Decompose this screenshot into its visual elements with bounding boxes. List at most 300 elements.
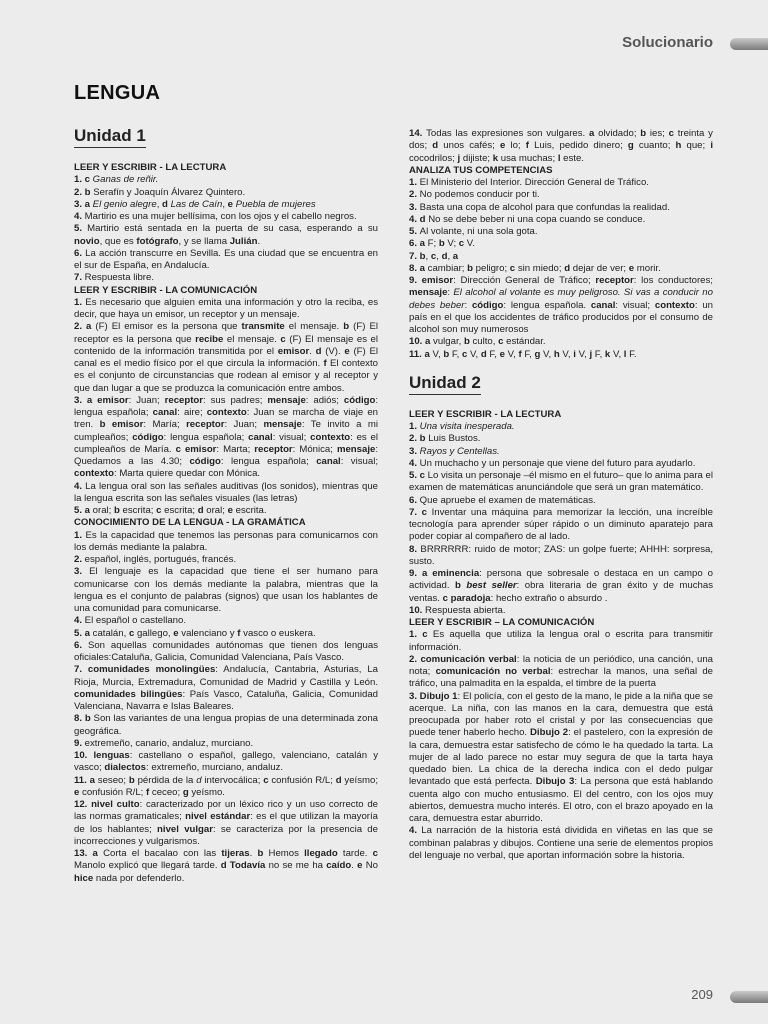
text-run: escrita.: [235, 505, 267, 516]
text-run: 4.: [74, 480, 86, 492]
text-run: : La persona que está hablando cuenta algo con mucho entusiasmo. El del centro, con los ojos muy abiertos, demuestra mucho interés. El otro, con el brazo apoyado en la cara, demuestra estar aburrido.: [409, 776, 713, 824]
text-run: tijeras: [221, 848, 250, 859]
text-run: 8.: [409, 543, 421, 555]
text-run: Las de Caín: [170, 198, 223, 210]
header-tab-decoration: [730, 38, 768, 50]
answer-paragraph: [409, 446, 713, 458]
text-run: c: [263, 774, 272, 786]
text-run: dejar de ver;: [572, 262, 629, 274]
text-run: : castellano o español, gallego, valenciano, catalán y vasco;: [74, 750, 378, 774]
text-run: catalán,: [92, 627, 129, 639]
text-run: : visual;: [272, 431, 311, 443]
text-run: F;: [427, 238, 439, 250]
text-run: extremeño, canario, andaluz, murciano.: [84, 737, 254, 749]
text-run: c: [128, 627, 137, 639]
text-run: 1.: [74, 296, 86, 308]
text-run: 3. a emisor: [74, 394, 129, 406]
text-run: 3. a: [74, 198, 93, 210]
answer-paragraph: [409, 336, 713, 348]
text-run: Son aquellas comunidades autónomas que tienen dos lenguas oficiales:Cataluña, Galicia, Comunidad Valenciana, País Vasco.: [74, 639, 378, 663]
answer-paragraph: [409, 421, 713, 433]
text-run: (V).: [325, 345, 345, 357]
text-run: a: [588, 128, 599, 139]
header-label: Solucionario: [622, 34, 713, 51]
text-run: 6.: [74, 247, 86, 259]
text-run: d Todavía: [220, 860, 266, 872]
text-run: gallego,: [136, 627, 174, 639]
text-run: contexto: [310, 431, 351, 443]
text-run: : caracterizado por un léxico rico y un uso correcto de las normas gramaticales;: [74, 799, 378, 823]
answer-paragraph: [409, 458, 713, 470]
section-heading: LEER Y ESCRIBIR - LA LECTURA: [409, 408, 562, 420]
text-run: d: [196, 774, 202, 786]
text-run: :: [447, 287, 454, 299]
right-column: [409, 128, 713, 862]
section-heading: LEER Y ESCRIBIR - LA COMUNICACIÓN: [74, 284, 258, 296]
text-run: 12. nivel culto: [74, 799, 140, 810]
text-run: 2.: [74, 554, 85, 565]
text-run: b emisor: [99, 419, 144, 431]
text-run: d: [315, 345, 326, 357]
text-run: .: [257, 235, 261, 247]
text-run: b: [257, 848, 269, 859]
text-run: : persona que sobresale o destaca en un campo o actividad.: [409, 568, 714, 592]
answer-paragraph: [74, 775, 378, 800]
text-run: receptor: [164, 394, 204, 406]
text-run: b: [343, 321, 354, 333]
text-run: d: [441, 250, 448, 262]
text-run: 2. b: [74, 186, 94, 198]
text-run: e: [499, 348, 508, 360]
text-run: receptor: [186, 419, 225, 431]
text-run: best seller: [466, 580, 517, 592]
text-run: 3.: [74, 566, 90, 578]
answer-paragraph: [409, 495, 713, 507]
text-run: : Marta;: [216, 443, 255, 455]
text-run: k: [492, 152, 501, 164]
text-run: 9.: [74, 737, 85, 749]
text-run: : estrechar la manos, una señal de tráfico, una palmadita en la espalda, el timbre de la puerta: [409, 666, 713, 690]
text-run: yeísmo;: [344, 774, 378, 786]
text-run: El Ministerio del Interior. Dirección General de Tráfico.: [419, 177, 649, 188]
text-run: olvidado;: [598, 128, 641, 139]
text-run: estándar.: [506, 336, 546, 348]
text-run: b: [128, 774, 138, 786]
text-run: : sus padres;: [203, 394, 268, 406]
section-heading: LEER Y ESCRIBIR - LA LECTURA: [74, 162, 227, 173]
text-run: : es el cumpleaños de María.: [74, 431, 378, 455]
answer-paragraph: [74, 566, 378, 615]
text-run: 6. a: [409, 238, 428, 250]
text-run: emisor: [277, 345, 310, 357]
text-run: (F) El emisor es la persona que: [95, 321, 242, 333]
text-run: canal: [248, 431, 273, 443]
text-run: : Marta quiere quedar con Mónica.: [113, 468, 261, 480]
text-run: 5. a: [74, 505, 93, 516]
answer-paragraph: [409, 238, 713, 250]
text-run: ceceo;: [151, 786, 183, 798]
text-run: 6.: [409, 494, 420, 506]
text-run: 10. lenguas: [74, 750, 130, 761]
text-run: F,: [524, 348, 535, 360]
text-run: : hecho extraño o absurdo .: [490, 592, 608, 604]
text-run: : lengua española;: [74, 394, 379, 418]
text-run: Una visita inesperada.: [419, 421, 515, 432]
text-run: escrita;: [164, 505, 198, 516]
text-run: b: [438, 238, 448, 250]
text-run: yeísmo.: [191, 786, 225, 798]
text-run: g: [627, 140, 639, 152]
text-run: sin miedo;: [517, 262, 565, 274]
text-run: Inventar una máquina para memorizar la lección, una increíble tecnología para aprender súper rápido o un diminuto aparatejo para poder copiar al compañero de al lado.: [409, 506, 713, 543]
text-run: : adiós;: [305, 394, 344, 406]
text-run: d: [335, 774, 345, 786]
text-run: .: [309, 345, 316, 357]
text-run: (F) El receptor es la persona que: [74, 321, 378, 345]
text-run: peligro;: [475, 262, 510, 274]
text-run: i: [710, 140, 713, 152]
text-run: 1.: [409, 177, 420, 188]
text-run: 2. a: [74, 321, 96, 333]
text-run: h: [553, 348, 563, 360]
text-run: No podemos conducir por ti.: [419, 189, 540, 201]
text-run: , y se llama: [178, 235, 230, 247]
answer-paragraph: [74, 272, 378, 284]
answer-paragraph: [74, 481, 378, 506]
text-run: nivel estándar: [185, 811, 251, 823]
text-run: Es necesario que alguien emita una información y otro la reciba, es decir, que haya un emisor, un receptor y un mensaje.: [74, 296, 378, 320]
text-run: vulgar,: [433, 336, 464, 348]
text-run: c: [156, 505, 165, 516]
text-run: código: [343, 394, 376, 406]
text-run: mensaje: [263, 419, 302, 431]
text-run: f: [518, 348, 525, 360]
text-run: (F) El canal es el medio físico por el que circula la información.: [74, 345, 378, 369]
text-run: escrita;: [122, 505, 157, 516]
text-run: c: [458, 238, 467, 250]
text-run: c emisor: [175, 443, 217, 455]
text-run: b: [463, 336, 473, 348]
text-run: c: [430, 250, 437, 262]
text-run: Ganas de reñir.: [92, 174, 159, 186]
text-run: usa muchas;: [500, 152, 558, 164]
text-run: c: [372, 848, 379, 859]
text-run: : el pastelero, con la expresión de la cara, demuestra estar satisfecho de cómo le ha quedado la tarta. La mujer de al lado parece no estar muy segura de que la tarta haya quedado bien. La chica de la derecha indica con el dedo pulgar levantado que está perfecta.: [409, 727, 714, 788]
text-run: 5.: [409, 226, 420, 237]
text-run: i: [573, 348, 579, 360]
text-run: d: [432, 140, 444, 152]
answer-paragraph: [409, 605, 713, 617]
text-run: : Juan;: [224, 419, 264, 431]
text-run: novio: [74, 235, 100, 247]
text-run: 4.: [409, 457, 420, 469]
answer-paragraph: [74, 664, 378, 713]
text-run: contexto: [206, 407, 247, 418]
text-run: culto,: [472, 336, 499, 348]
text-run: cambiar;: [427, 262, 468, 274]
text-run: valenciano y: [181, 627, 238, 639]
text-run: El español o castellano.: [84, 615, 187, 627]
text-run: .: [351, 860, 358, 872]
text-run: : visual;: [340, 456, 378, 467]
text-run: e: [74, 786, 83, 798]
text-run: : Te invito a mi cumpleaños;: [74, 419, 379, 443]
text-run: Respuesta abierta.: [425, 604, 506, 616]
text-run: código: [189, 456, 221, 467]
text-run: V;: [447, 238, 459, 250]
answer-paragraph: [74, 297, 378, 322]
text-run: Luis Bustos.: [428, 433, 481, 445]
page-title: LENGUA: [74, 82, 161, 104]
text-run: BRRRRRR: ruido de motor; ZAS: un golpe fuerte; AHHH: sorpresa, susto.: [409, 543, 713, 567]
text-run: V,: [507, 348, 519, 360]
text-run: e: [357, 860, 366, 872]
text-run: seseo;: [97, 774, 129, 786]
text-run: llegado: [304, 848, 338, 859]
text-run: h: [675, 140, 687, 152]
text-run: V,: [612, 348, 624, 360]
text-run: 5. a: [74, 627, 93, 639]
answer-paragraph: [74, 615, 378, 627]
text-run: a: [452, 250, 459, 262]
text-run: 3.: [409, 201, 420, 213]
text-run: vasco o euskera.: [243, 627, 316, 639]
text-run: 3. Dibujo 1: [409, 690, 458, 702]
text-run: , que es: [99, 235, 137, 247]
text-run: V,: [542, 348, 554, 360]
text-run: 5. c: [409, 470, 428, 481]
text-run: b: [467, 262, 476, 274]
text-run: : visual;: [615, 299, 655, 311]
text-run: b: [114, 505, 123, 516]
text-run: oral;: [92, 505, 115, 516]
text-run: e: [628, 262, 637, 274]
answer-paragraph: [409, 251, 713, 263]
text-run: : lengua española;: [220, 456, 317, 467]
text-run: intervocálica;: [201, 774, 264, 786]
text-run: cocodrilos;: [409, 152, 458, 164]
text-run: Son las variantes de una lengua propias de una determinada zona geográfica.: [74, 713, 378, 737]
text-run: 13. a: [74, 848, 104, 859]
text-run: dijiste;: [462, 152, 493, 164]
text-run: F.: [629, 348, 637, 360]
text-run: d: [197, 505, 207, 516]
answer-paragraph: [409, 470, 713, 495]
text-run: el mensaje.: [284, 321, 344, 333]
text-run: : obra literaria de gran éxito y de muchas ventas.: [409, 580, 713, 604]
text-run: 1.: [74, 529, 86, 541]
text-run: : lengua española;: [163, 431, 249, 443]
answer-paragraph: [409, 507, 713, 544]
text-run: g: [534, 348, 543, 360]
text-run: 8. a: [409, 262, 428, 274]
text-run: unos cafés;: [443, 140, 500, 152]
text-run: mensaje: [336, 443, 376, 455]
text-run: : Mónica;: [292, 443, 337, 455]
text-run: : Juan se marcha de viaje en tren.: [74, 407, 378, 431]
text-run: cuanto;: [638, 140, 676, 152]
text-run: 7. comunidades monolingües: [74, 664, 216, 676]
text-run: F,: [451, 348, 463, 360]
text-run: d: [162, 198, 171, 210]
answer-paragraph: [74, 750, 378, 775]
answer-paragraph: [74, 395, 378, 481]
text-run: :: [464, 299, 472, 311]
text-run: código: [132, 431, 164, 443]
text-run: f: [323, 358, 330, 369]
text-run: (F) El mensaje es el contenido de la información transmitida por el: [74, 333, 378, 357]
text-run: 7. c: [409, 506, 432, 518]
section-heading: CONOCIMIENTO DE LA LENGUA - LA GRAMÁTICA: [74, 517, 306, 529]
answer-paragraph: [74, 199, 378, 211]
text-run: 8. b: [74, 713, 94, 725]
text-run: lo;: [510, 140, 526, 152]
text-run: Basta una copa de alcohol para que confundas la realidad.: [419, 201, 670, 213]
text-run: : País Vasco, Cataluña, Galicia, Comunidad Valenciana, Navarra e Islas Baleares.: [74, 688, 378, 712]
text-run: 11. a: [409, 348, 433, 360]
unit-heading: Unidad 2: [409, 373, 481, 395]
text-run: canal: [316, 456, 341, 467]
text-run: 6.: [74, 639, 88, 651]
text-run: fotógrafo: [136, 235, 179, 247]
text-run: Un muchacho y un personaje que viene del futuro para ayudarlo.: [419, 457, 696, 469]
text-run: No: [365, 860, 378, 872]
answer-paragraph: [409, 128, 713, 165]
text-run: 1.: [409, 421, 420, 432]
answer-paragraph: [409, 226, 713, 238]
text-run: Corta el bacalao con las: [103, 848, 222, 859]
text-run: Que apruebe el examen de matemáticas.: [419, 494, 596, 506]
text-run: transmite: [241, 321, 285, 333]
text-run: c paradoja: [442, 592, 491, 604]
text-run: mensaje: [409, 287, 448, 299]
text-run: b: [455, 580, 467, 592]
text-run: receptor: [254, 443, 293, 455]
text-run: 2.: [409, 189, 420, 201]
text-run: Dibujo 2: [530, 727, 569, 739]
text-run: g: [182, 786, 192, 798]
text-run: no se me ha: [265, 860, 327, 872]
text-run: F,: [594, 348, 605, 360]
unit-heading: Unidad 1: [74, 126, 146, 148]
text-run: La narración de la historia está dividida en viñetas en las que se combinan palabras y dibujos. Contiene una serie de elementos propios del lenguaje no verbal, que aportan información sobre la historia.: [409, 825, 714, 861]
text-run: Es aquella que utiliza la lengua oral o escrita para transmitir información.: [409, 629, 713, 653]
text-run: Todas las expresiones son vulgares.: [426, 128, 589, 139]
text-run: j: [457, 152, 463, 164]
answer-paragraph: [409, 825, 713, 862]
text-run: : Andalucía, Cantabria, Asturias, La Rioja, Murcia, Extremadura, Comunidad de Madrid y Castilla y León.: [74, 664, 378, 688]
text-run: Al volante, ni una sola gota.: [419, 226, 538, 237]
text-run: confusión R/L;: [82, 786, 147, 798]
text-run: nivel vulgar: [157, 823, 213, 835]
answer-paragraph: [409, 629, 713, 654]
text-run: No se debe beber ni una copa cuando se conduce.: [428, 213, 646, 225]
text-run: : Quedamos a las 4.30;: [74, 443, 379, 467]
answer-paragraph: [409, 349, 713, 361]
text-run: La acción transcurre en Sevilla. Es una ciudad que se encuentra en el sur de España, en Andalucía.: [74, 247, 378, 271]
answer-paragraph: [74, 640, 378, 665]
answer-paragraph: [74, 848, 378, 885]
text-run: b: [443, 348, 452, 360]
text-run: : es el que utilizan la mayoría de los hablantes;: [74, 811, 378, 835]
answer-paragraph: [409, 544, 713, 569]
answer-paragraph: [409, 177, 713, 189]
text-run: ies;: [649, 128, 669, 139]
text-run: d: [564, 262, 573, 274]
unit-heading-wrapper: [74, 124, 378, 162]
text-run: Manolo explicó que llegará tarde.: [74, 860, 221, 872]
text-run: : extremeño, murciano, andaluz.: [146, 762, 284, 774]
answer-paragraph: [74, 321, 378, 395]
text-run: 9. a eminencia: [409, 568, 480, 579]
answer-paragraph: [74, 738, 378, 750]
text-run: f: [237, 627, 244, 639]
text-run: mensaje: [267, 394, 306, 406]
text-run: Luis, pedido dinero;: [534, 140, 628, 152]
text-run: j: [589, 348, 595, 360]
answer-paragraph: [74, 211, 378, 223]
text-run: caído: [326, 860, 352, 872]
text-run: f: [146, 786, 152, 798]
text-run: : aire;: [177, 407, 207, 418]
text-run: : los conductores;: [633, 275, 713, 286]
text-run: Lo visita un personaje –él mismo en el futuro– que lo anima para el examen de matemáticas anunciándole que será un gran matemático.: [409, 470, 713, 494]
text-run: 2. comunicación verbal: [409, 653, 517, 665]
answer-paragraph: [74, 187, 378, 199]
text-run: tarde.: [337, 848, 373, 859]
text-run: canal: [152, 407, 178, 418]
text-run: oral;: [206, 505, 228, 516]
text-run: contexto: [654, 299, 695, 311]
answer-paragraph: [409, 691, 713, 826]
text-run: nada por defenderlo.: [93, 872, 185, 884]
text-run: ,: [447, 250, 453, 262]
text-run: : El policía, con el gesto de la mano, le pide a la niña que se acerque. La niña, con las manos en la cara, demuestra que está preocupada por haber roto el cristal y por las consecuencias que puede tener haberlo hecho.: [409, 690, 713, 739]
text-run: 11. a: [74, 774, 98, 786]
text-run: Dibujo 3: [535, 776, 575, 788]
text-run: 10.: [409, 604, 426, 616]
text-run: Julián: [229, 235, 258, 247]
answer-paragraph: [74, 174, 378, 186]
text-run: .: [249, 848, 258, 859]
text-run: F,: [489, 348, 500, 360]
text-run: ,: [425, 250, 431, 262]
text-run: Es la capacidad que tenemos las personas para comunicarnos con los demás mediante la palabra.: [74, 529, 378, 553]
text-run: comunidades bilingües: [74, 688, 183, 700]
text-run: k: [604, 348, 613, 360]
text-run: Respuesta libre.: [84, 272, 154, 284]
text-run: V,: [470, 348, 481, 360]
text-run: c: [509, 262, 518, 274]
text-run: : la noticia de un periódico, una canción, una nota;: [409, 653, 714, 677]
text-run: 4.: [74, 615, 85, 627]
text-run: 14.: [409, 128, 427, 139]
text-run: d: [480, 348, 490, 360]
text-run: recibe: [195, 333, 224, 345]
answer-paragraph: [409, 263, 713, 275]
text-run: 3.: [409, 445, 420, 457]
text-run: 2. b: [409, 433, 429, 445]
answer-paragraph: [409, 202, 713, 214]
text-run: V,: [432, 348, 444, 360]
text-run: l: [557, 152, 564, 164]
text-run: receptor: [595, 275, 634, 286]
text-run: este.: [563, 152, 584, 164]
text-run: : Juan;: [128, 394, 165, 406]
text-run: ,: [222, 198, 228, 210]
footer-tab-decoration: [730, 991, 768, 1003]
text-run: e: [227, 198, 236, 210]
